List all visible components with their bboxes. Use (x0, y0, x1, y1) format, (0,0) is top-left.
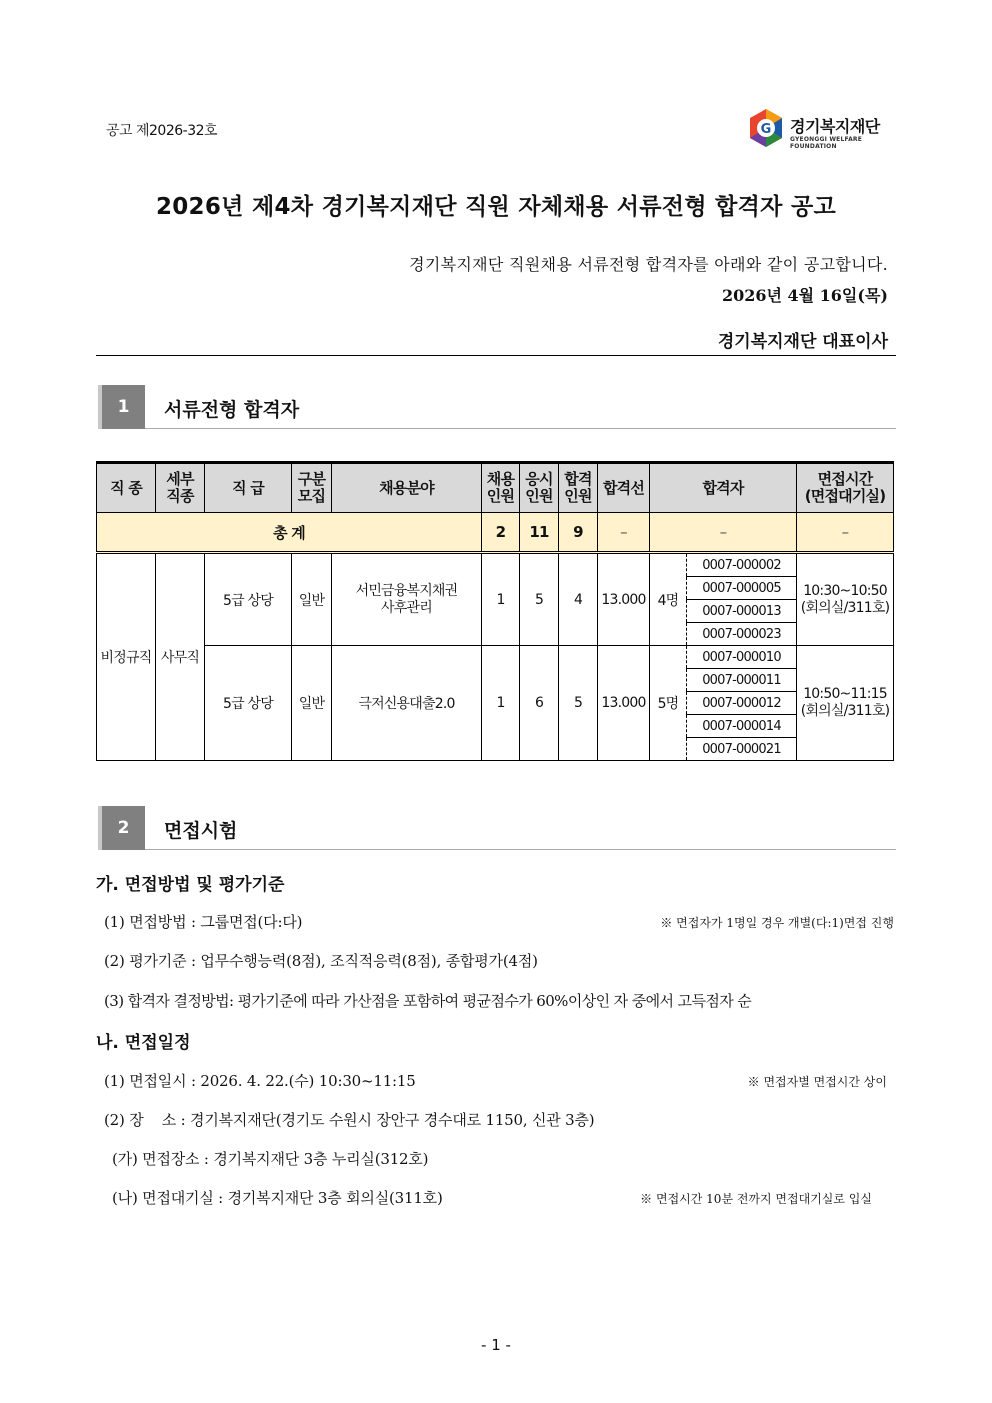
interview-time-cell (797, 646, 894, 761)
header-apply-count: 응시 인원 (520, 463, 559, 513)
hire-cell: 1 (482, 553, 520, 646)
interview-datetime-note: ※ 면접자별 면접시간 상이 (747, 1075, 887, 1089)
total-pass: 9 (559, 513, 598, 553)
table-row (97, 553, 894, 577)
interview-room-location: (가) 면접장소 : 경기복지재단 3층 누리실(312호) (112, 1150, 429, 1168)
interview-method: (1) 면접방법 : 그룹면접(다:다) (104, 913, 303, 931)
passer-id: 0007-000021 (687, 738, 797, 761)
passer-id: 0007-000012 (687, 692, 797, 715)
signer: 경기복지재단 대표이사 (717, 332, 888, 352)
passer-id: 0007-000011 (687, 669, 797, 692)
header-recruit: 구분 모집 (292, 463, 332, 513)
header-job-type: 직 종 (97, 463, 156, 513)
interview-time: 10:50~11:15 (803, 686, 887, 702)
interview-schedule-heading: 나. 면접일정 (96, 1033, 191, 1053)
section-2-heading (98, 806, 896, 852)
waiting-room-location: (나) 면접대기실 : 경기복지재단 3층 회의실(311호) (112, 1189, 443, 1207)
total-hire: 2 (482, 513, 520, 553)
section-1-number: 1 (98, 385, 145, 429)
header-hire-count: 채용 인원 (482, 463, 520, 513)
apply-cell: 5 (520, 553, 559, 646)
recruit-cell: 일반 (292, 553, 332, 646)
header-grade: 직 급 (205, 463, 292, 513)
passer-id: 0007-000005 (687, 577, 797, 600)
intro-text: 경기복지재단 직원채용 서류전형 합격자를 아래와 같이 공고합니다. (409, 255, 888, 274)
evaluation-criteria: (2) 평가기준 : 업무수행능력(8점), 조직적응력(8점), 종합평가(4점) (104, 952, 538, 970)
passer-id: 0007-000014 (687, 715, 797, 738)
section-1-title: 서류전형 합격자 (164, 399, 300, 421)
header-field: 채용분야 (332, 463, 482, 513)
grade-cell: 5급 상당 (205, 553, 292, 646)
pass-cell: 5 (559, 646, 598, 761)
table-total-row (97, 513, 894, 553)
notice-date: 2026년 4월 16일(목) (721, 286, 888, 305)
header-passers: 합격자 (650, 463, 797, 513)
pass-decision-method: (3) 합격자 결정방법: 평가기준에 따라 가산점을 포함하여 평균점수가 60%이상인 자 중에서 고득점자 순 (104, 992, 752, 1010)
section-2-underline (145, 849, 896, 850)
foundation-logo (748, 108, 898, 150)
foundation-logo-icon (748, 108, 784, 148)
table-row (97, 646, 894, 669)
section-1-underline (145, 428, 896, 429)
interview-time: 10:30~10:50 (803, 582, 887, 599)
total-time: – (797, 513, 894, 553)
header-divider (96, 355, 896, 356)
interview-room: (회의실/311호) (800, 599, 890, 616)
grade-cell: 5급 상당 (205, 646, 292, 761)
passer-id: 0007-000013 (687, 600, 797, 623)
recruit-cell: 일반 (292, 646, 332, 761)
section-1-heading (98, 385, 896, 431)
notice-number: 공고 제2026-32호 (106, 123, 218, 139)
pass-cell: 4 (559, 553, 598, 646)
header-interview-time: 면접시간 (면접대기실) (797, 463, 894, 513)
hire-cell: 1 (482, 646, 520, 761)
interview-room: (회의실/311호) (800, 703, 890, 719)
passer-count-cell: 4명 (650, 553, 687, 646)
logo-name-english: GYEONGGI WELFARE FOUNDATION (790, 136, 863, 150)
total-passers: – (650, 513, 797, 553)
interview-method-heading: 가. 면접방법 및 평가기준 (96, 875, 285, 895)
job-type-cell: 비정규직 (97, 553, 156, 761)
field-cell: 서민금융복지채권 사후관리 (332, 553, 482, 646)
cutline-cell: 13.000 (598, 553, 650, 646)
sub-type-cell: 사무직 (156, 553, 205, 761)
passers-table (96, 461, 894, 761)
table-header-row (97, 463, 894, 513)
header-sub-type: 세부 직종 (156, 463, 205, 513)
page-number: - 1 - (481, 1336, 511, 1354)
section-2-number: 2 (98, 806, 145, 850)
svg-text:G: G (760, 122, 772, 137)
total-label: 총 계 (97, 513, 482, 553)
interview-time-cell (797, 553, 894, 646)
cutline-cell: 13.000 (598, 646, 650, 761)
interview-location: (2) 장 소 : 경기복지재단(경기도 수원시 장안구 경수대로 1150, 신관 3층) (104, 1111, 595, 1129)
page-title: 2026년 제4차 경기복지재단 직원 자체채용 서류전형 합격자 공고 (155, 194, 837, 220)
field-cell: 극저신용대출2.0 (332, 646, 482, 761)
section-2-title: 면접시험 (164, 820, 238, 842)
logo-name-korean: 경기복지재단 (790, 117, 880, 136)
header-pass-count: 합격 인원 (559, 463, 598, 513)
apply-cell: 6 (520, 646, 559, 761)
passer-id: 0007-000002 (687, 553, 797, 577)
passer-id: 0007-000023 (687, 623, 797, 646)
interview-datetime: (1) 면접일시 : 2026. 4. 22.(수) 10:30~11:15 (104, 1072, 416, 1090)
header-cutline: 합격선 (598, 463, 650, 513)
passer-id: 0007-000010 (687, 646, 797, 669)
interview-method-note: ※ 면접자가 1명일 경우 개별(다:1)면접 진행 (660, 916, 894, 930)
passer-count-cell: 5명 (650, 646, 687, 761)
waiting-room-note: ※ 면접시간 10분 전까지 면접대기실로 입실 (640, 1192, 872, 1206)
total-cutline: – (598, 513, 650, 553)
total-apply: 11 (520, 513, 559, 553)
